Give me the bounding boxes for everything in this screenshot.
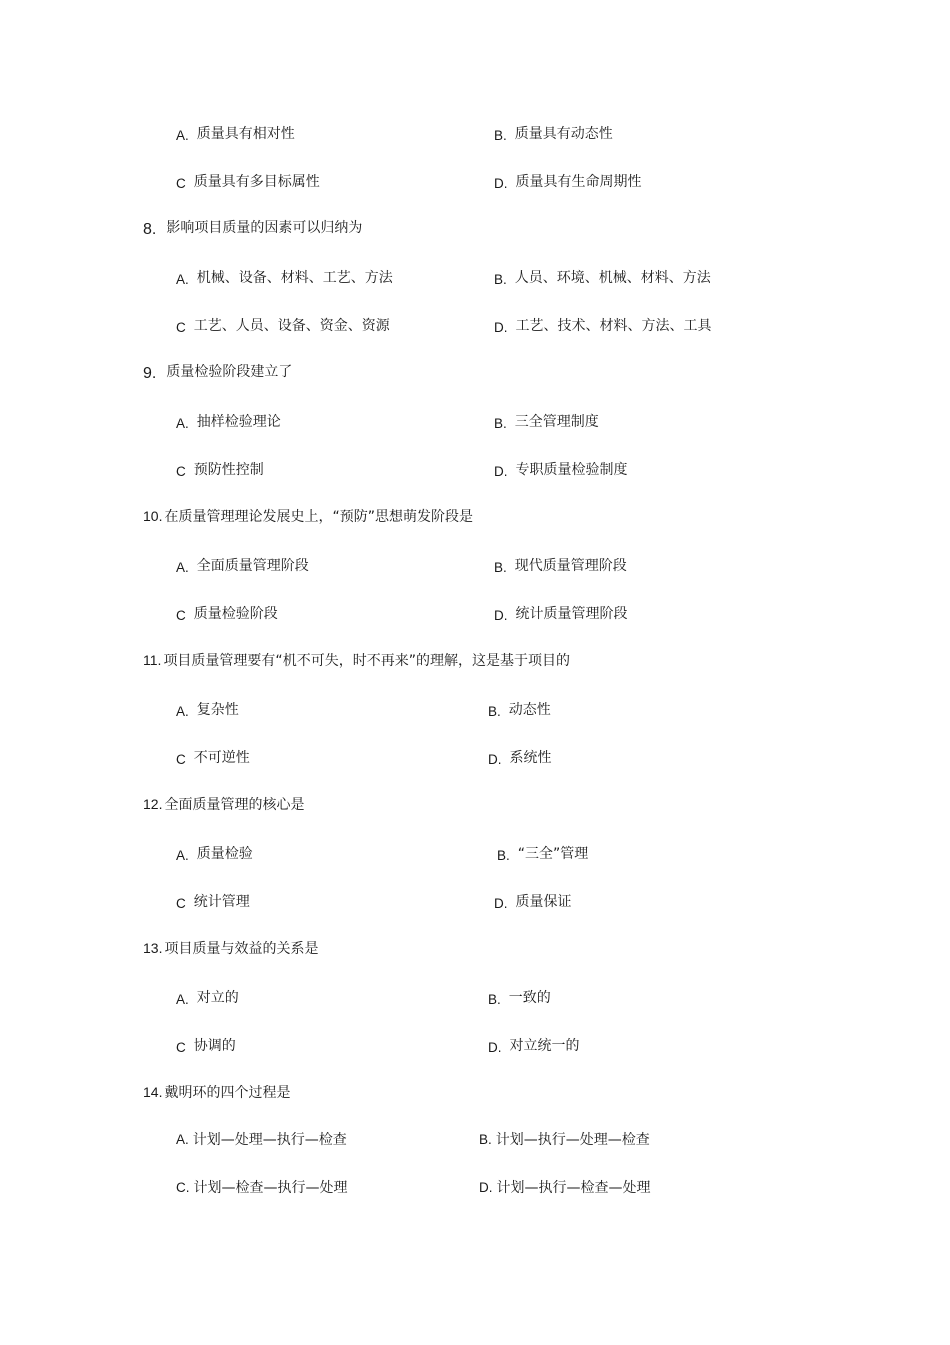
q11-option-d — [488, 746, 552, 770]
question-10-stem — [143, 504, 473, 528]
option-letter: D. — [494, 464, 508, 479]
question-8-stem — [143, 216, 362, 240]
option-text: 预防性控制 — [193, 462, 264, 478]
q10-options-row-1 — [0, 554, 950, 578]
option-letter: B. — [494, 128, 507, 143]
q8-option-c — [176, 314, 390, 338]
q13-option-b — [488, 986, 551, 1010]
option-text: 全面质量管理阶段 — [196, 558, 309, 574]
q12-option-d — [494, 890, 572, 914]
option-text: 质量具有动态性 — [514, 126, 613, 142]
option-letter: A. — [176, 992, 189, 1007]
question-number: 12. — [143, 796, 163, 812]
question-text: 质量检验阶段建立了 — [166, 364, 293, 380]
q7-options-row-1 — [0, 122, 950, 146]
option-text: 质量检验 — [196, 846, 253, 862]
q11-options-row-1 — [0, 698, 950, 722]
option-letter: A. — [176, 848, 189, 863]
question-text: 项目质量管理要有“机不可失，时不再来”的理解，这是基于项目的 — [163, 653, 570, 669]
question-11-stem — [143, 648, 570, 672]
q8-options-row-2 — [0, 314, 950, 338]
option-letter: B. — [479, 1132, 492, 1147]
question-number: 9. — [143, 365, 157, 382]
question-14-stem — [143, 1080, 290, 1104]
option-letter: A. — [176, 704, 189, 719]
option-letter: C — [176, 176, 186, 191]
question-text: 戴明环的四个过程是 — [164, 1085, 291, 1101]
option-text: 现代质量管理阶段 — [514, 558, 627, 574]
option-text: 机械、设备、材料、工艺、方法 — [196, 270, 393, 286]
q8-options-row-1 — [0, 266, 950, 290]
q9-options-row-1 — [0, 410, 950, 434]
question-number: 13. — [143, 940, 163, 956]
q7-option-a — [176, 122, 295, 146]
option-letter: A. — [176, 560, 189, 575]
question-9-stem — [143, 360, 292, 384]
q13-option-d — [488, 1034, 580, 1058]
option-text: 计划—执行—处理—检查 — [495, 1132, 650, 1148]
q7-options-row-2 — [0, 170, 950, 194]
option-text: 对立统一的 — [509, 1038, 580, 1054]
q8-option-a — [176, 266, 393, 290]
question-number: 14. — [143, 1084, 163, 1100]
option-letter: D. — [488, 1040, 502, 1055]
question-number: 8. — [143, 221, 157, 238]
q8-option-b — [494, 266, 711, 290]
q11-options-row-2 — [0, 746, 950, 770]
option-text: 质量保证 — [515, 894, 572, 910]
option-letter: B. — [488, 704, 501, 719]
q7-option-b — [494, 122, 613, 146]
option-letter: A. — [176, 272, 189, 287]
q12-options-row-2 — [0, 890, 950, 914]
q10-option-c — [176, 602, 278, 626]
q11-option-c — [176, 746, 250, 770]
option-letter: C — [176, 320, 186, 335]
q12-option-a — [176, 842, 253, 866]
q10-option-a — [176, 554, 309, 578]
option-text: 计划—检查—执行—处理 — [193, 1180, 348, 1196]
question-text: 影响项目质量的因素可以归纳为 — [166, 220, 363, 236]
option-letter: D. — [494, 608, 508, 623]
option-letter: A. — [176, 1132, 189, 1147]
option-text: 人员、环境、机械、材料、方法 — [514, 270, 711, 286]
option-text: 三全管理制度 — [514, 414, 599, 430]
q9-option-b — [494, 410, 599, 434]
question-12-stem — [143, 792, 304, 816]
option-letter: D. — [494, 176, 508, 191]
q7-option-c — [176, 170, 320, 194]
option-letter: B. — [494, 560, 507, 575]
option-text: 工艺、技术、材料、方法、工具 — [515, 318, 712, 334]
option-letter: A. — [176, 416, 189, 431]
option-text: 协调的 — [193, 1038, 236, 1054]
q10-option-b — [494, 554, 627, 578]
question-text: 全面质量管理的核心是 — [164, 797, 305, 813]
option-letter: D. — [488, 752, 502, 767]
q13-option-c — [176, 1034, 236, 1058]
q14-option-b — [479, 1128, 650, 1152]
q14-options-row-2 — [0, 1176, 950, 1200]
option-text: 动态性 — [508, 702, 551, 718]
option-text: “三全”管理 — [517, 846, 589, 862]
option-letter: B. — [488, 992, 501, 1007]
option-text: 系统性 — [509, 750, 552, 766]
option-letter: C — [176, 896, 186, 911]
q11-option-a — [176, 698, 239, 722]
q8-option-d — [494, 314, 712, 338]
option-text: 质量具有生命周期性 — [515, 174, 642, 190]
q9-option-a — [176, 410, 281, 434]
q9-option-d — [494, 458, 628, 482]
question-13-stem — [143, 936, 318, 960]
option-letter: D. — [494, 320, 508, 335]
q14-option-d — [479, 1176, 651, 1200]
q10-option-d — [494, 602, 628, 626]
question-number: 11. — [143, 652, 162, 668]
option-text: 计划—处理—执行—检查 — [192, 1132, 347, 1148]
option-text: 抽样检验理论 — [196, 414, 281, 430]
option-letter: B. — [494, 272, 507, 287]
option-letter: D. — [479, 1180, 493, 1195]
option-text: 质量具有多目标属性 — [193, 174, 320, 190]
q11-option-b — [488, 698, 551, 722]
option-letter: B. — [494, 416, 507, 431]
q14-option-c — [176, 1176, 348, 1200]
option-letter: D. — [494, 896, 508, 911]
option-text: 统计管理 — [193, 894, 250, 910]
option-letter: C — [176, 608, 186, 623]
option-letter: C — [176, 1040, 186, 1055]
q13-options-row-1 — [0, 986, 950, 1010]
q14-options-row-1 — [0, 1128, 950, 1152]
option-text: 工艺、人员、设备、资金、资源 — [193, 318, 390, 334]
question-text: 项目质量与效益的关系是 — [164, 941, 319, 957]
option-text: 统计质量管理阶段 — [515, 606, 628, 622]
option-text: 专职质量检验制度 — [515, 462, 628, 478]
option-text: 质量具有相对性 — [196, 126, 295, 142]
option-text: 一致的 — [508, 990, 551, 1006]
option-letter: B. — [497, 848, 510, 863]
question-number: 10. — [143, 508, 163, 524]
option-letter: C — [176, 464, 186, 479]
option-letter: C — [176, 752, 186, 767]
q10-options-row-2 — [0, 602, 950, 626]
option-text: 对立的 — [196, 990, 239, 1006]
q7-option-d — [494, 170, 642, 194]
question-text: 在质量管理理论发展史上，“预防”思想萌发阶段是 — [164, 509, 473, 525]
option-text: 复杂性 — [196, 702, 239, 718]
q13-options-row-2 — [0, 1034, 950, 1058]
q12-option-b — [497, 842, 588, 866]
option-letter: A. — [176, 128, 189, 143]
option-letter: C. — [176, 1180, 190, 1195]
q12-option-c — [176, 890, 250, 914]
q12-options-row-1 — [0, 842, 950, 866]
q9-option-c — [176, 458, 264, 482]
q14-option-a — [176, 1128, 347, 1152]
option-text: 质量检验阶段 — [193, 606, 278, 622]
option-text: 计划—执行—检查—处理 — [496, 1180, 651, 1196]
option-text: 不可逆性 — [193, 750, 250, 766]
q9-options-row-2 — [0, 458, 950, 482]
q13-option-a — [176, 986, 239, 1010]
